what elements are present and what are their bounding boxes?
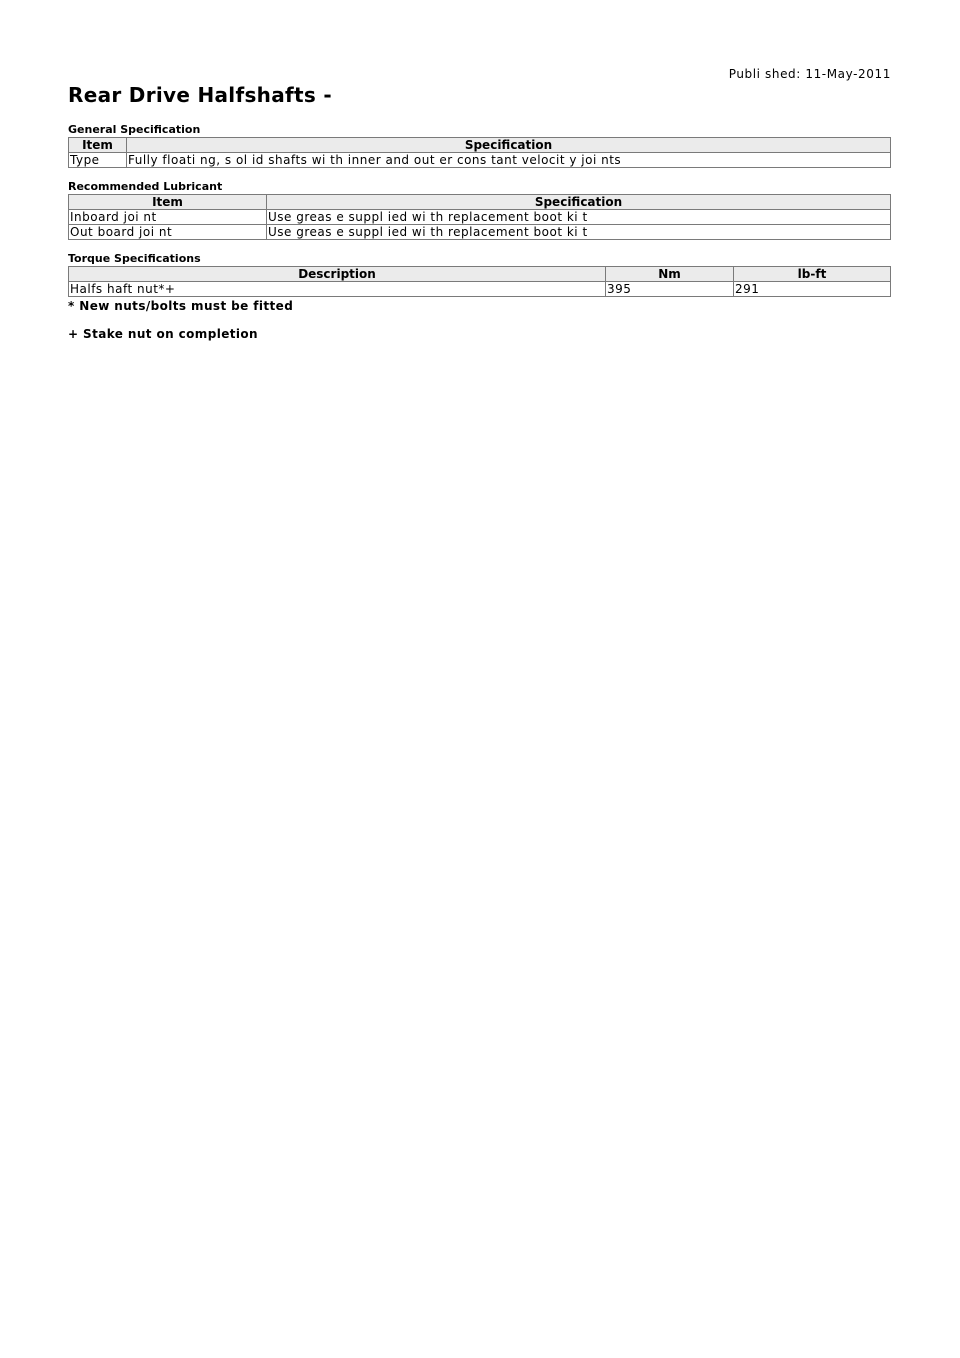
footnote-new-nuts: * New nuts/bolts must be fitted (68, 299, 294, 313)
section-heading-recommended-lubricant: Recommended Lubricant (68, 180, 223, 193)
table-cell-lb-ft: 291 (734, 282, 891, 297)
published-date: Publi shed: 11-May-2011 (728, 67, 891, 81)
page-title: Rear Drive Halfshafts - (68, 83, 332, 107)
table-cell-description: Halfs haft nut*+ (69, 282, 606, 297)
general-specification-table (68, 137, 891, 168)
table-cell-item: Type (69, 153, 127, 168)
table-cell-item: Inboard joi nt (69, 210, 267, 225)
table-header-row (69, 267, 891, 282)
column-header-description: Description (69, 267, 606, 282)
recommended-lubricant-table (68, 194, 891, 240)
section-heading-torque-specifications: Torque Specifications (68, 252, 201, 265)
column-header-specification: Specification (127, 138, 891, 153)
table-row (69, 225, 891, 240)
column-header-item: Item (69, 195, 267, 210)
column-header-item: Item (69, 138, 127, 153)
column-header-nm: Nm (606, 267, 734, 282)
table-row (69, 210, 891, 225)
section-heading-general-specification: General Specification (68, 123, 201, 136)
table-header-row (69, 138, 891, 153)
table-cell-specification: Fully floati ng, s ol id shafts wi th inner and out er cons tant velocit y joi nts (127, 153, 891, 168)
footnote-stake-nut: + Stake nut on completion (68, 327, 258, 341)
torque-specifications-table (68, 266, 891, 297)
column-header-lb-ft: lb-ft (734, 267, 891, 282)
table-row (69, 282, 891, 297)
table-cell-nm: 395 (606, 282, 734, 297)
table-cell-specification: Use greas e suppl ied wi th replacement boot ki t (267, 225, 891, 240)
table-row (69, 153, 891, 168)
table-cell-item: Out board joi nt (69, 225, 267, 240)
table-cell-specification: Use greas e suppl ied wi th replacement boot ki t (267, 210, 891, 225)
column-header-specification: Specification (267, 195, 891, 210)
table-header-row (69, 195, 891, 210)
